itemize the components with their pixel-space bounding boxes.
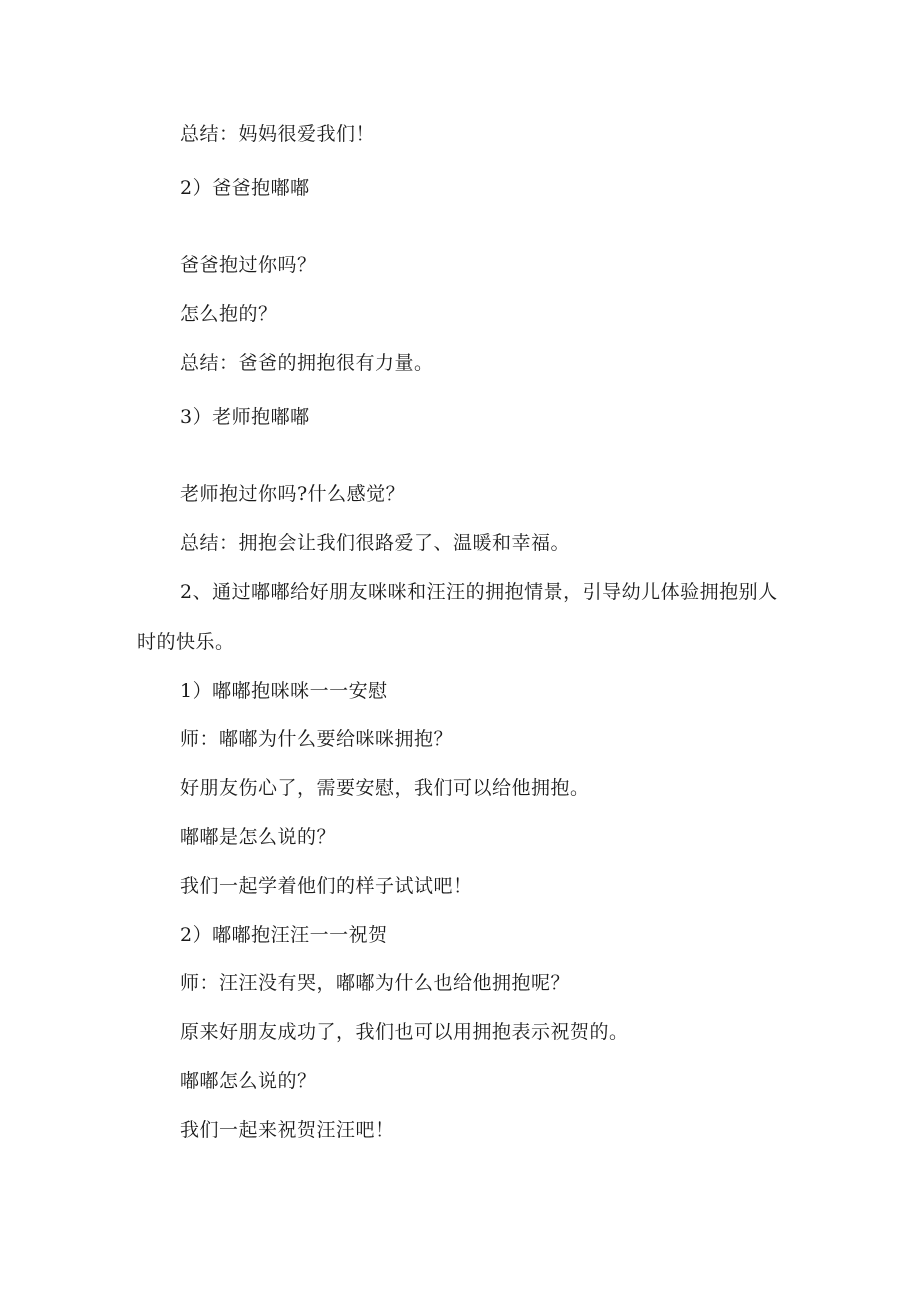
section-heading: 2）爸爸抱嘟嘟	[180, 177, 310, 199]
text-line: 老师抱过你吗?什么感觉？	[180, 483, 406, 505]
text-line: 我们一起来祝贺汪汪吧！	[180, 1119, 395, 1141]
section-heading: 2）嘟嘟抱汪汪一一祝贺	[180, 924, 388, 946]
text-line: 原来好朋友成功了，我们也可以用拥抱表示祝贺的。	[180, 1021, 629, 1043]
text-line: 嘟嘟怎么说的？	[180, 1070, 317, 1092]
text-line: 怎么抱的？	[180, 303, 278, 325]
text-line: 总结：拥抱会让我们很路爱了、温暖和幸福。	[180, 532, 571, 554]
text-line: 嘟嘟是怎么说的？	[180, 826, 337, 848]
text-line: 总结：妈妈很爱我们！	[180, 123, 376, 145]
text-line: 师：嘟嘟为什么要给咪咪拥抱？	[180, 728, 454, 750]
paragraph: 2、通过嘟嘟给好朋友咪咪和汪汪的拥抱情景，引导幼儿体验拥抱别人时的快乐。	[137, 581, 778, 653]
section-heading: 3）老师抱嘟嘟	[180, 406, 310, 428]
text-line: 好朋友伤心了，需要安慰，我们可以给他拥抱。	[180, 777, 590, 799]
text-line: 爸爸抱过你吗？	[180, 254, 317, 276]
text-line: 总结：爸爸的拥抱很有力量。	[180, 352, 434, 374]
text-line: 我们一起学着他们的样子试试吧！	[180, 875, 473, 897]
text-line: 师：汪汪没有哭，嘟嘟为什么也给他拥抱呢？	[180, 972, 571, 994]
section-heading: 1）嘟嘟抱咪咪一一安慰	[180, 680, 388, 702]
